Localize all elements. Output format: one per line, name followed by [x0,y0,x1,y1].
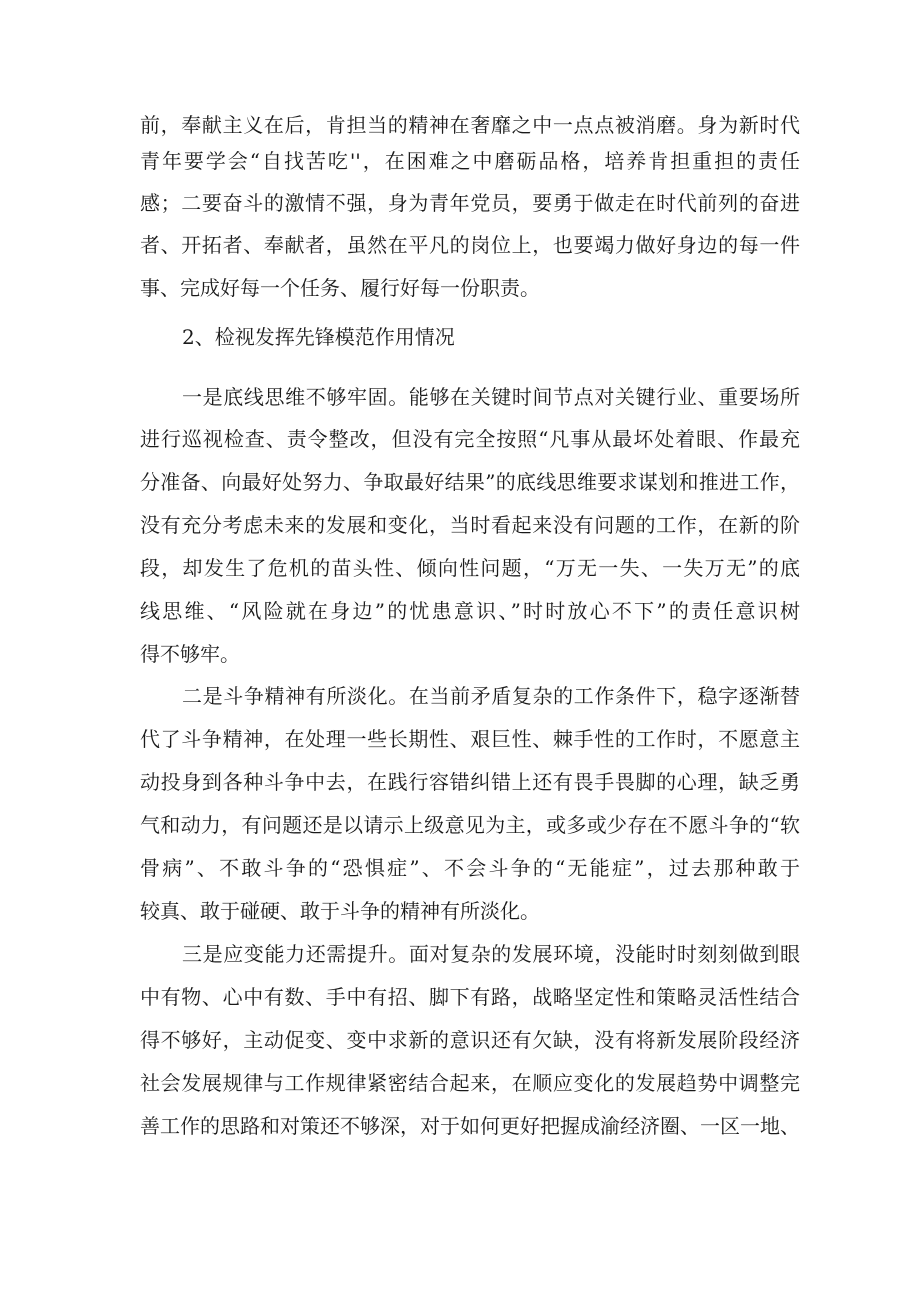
section-heading: 2、检视发挥先锋模范作用情况 [182,325,455,349]
paragraph-line: 没有充分考虑未来的发展和变化，当时看起来没有问题的工作，在新的阶 [140,513,800,537]
paragraph-line: 三是应变能力还需提升。面对复杂的发展环境，没能时时刻刻做到眼 [182,942,800,966]
paragraph-line: 善工作的思路和对策还不够深，对于如何更好把握成渝经济圈、一区一地、 [140,1114,800,1138]
paragraph-line: 二是斗争精神有所淡化。在当前矛盾复杂的工作条件下，稳字逐渐替 [182,684,800,708]
paragraph-line: 中有物、心中有数、手中有招、脚下有路，战略坚定性和策略灵活性结合 [140,985,800,1009]
paragraph-line: 青年要学会“自找苦吃''，在困难之中磨砺品格，培养肯担重担的责任 [140,149,800,173]
paragraph-line: 得不够牢。 [140,642,240,666]
paragraph-line: 感；二要奋斗的激情不强，身为青年党员，要勇于做走在时代前列的奋进 [140,191,800,215]
paragraph-line: 分准备、向最好处努力、争取最好结果”的底线思维要求谋划和推进工作， [140,470,800,494]
paragraph-line: 前，奉献主义在后，肯担当的精神在奢靡之中一点点被消磨。身为新时代 [140,113,800,137]
paragraph-line: 较真、敢于碰硬、敢于斗争的精神有所淡化。 [140,899,540,923]
paragraph-line: 者、开拓者、奉献者，虽然在平凡的岗位上，也要竭力做好身边的每一件 [140,233,800,257]
paragraph-line: 社会发展规律与工作规律紧密结合起来，在顺应变化的发展趋势中调整完 [140,1071,800,1095]
paragraph-line: 代了斗争精神，在处理一些长期性、艰巨性、棘手性的工作时，不愿意主 [140,727,800,751]
paragraph-line: 段，却发生了危机的苗头性、倾向性问题，“万无一失、一失万无”的底 [140,556,800,580]
paragraph-line: 进行巡视检查、责令整改，但没有完全按照“凡事从最坏处着眼、作最充 [140,427,800,451]
paragraph-line: 一是底线思维不够牢固。能够在关键时间节点对关键行业、重要场所 [182,385,800,409]
paragraph-line: 得不够好，主动促变、变中求新的意识还有欠缺，没有将新发展阶段经济 [140,1028,800,1052]
paragraph-line: 气和动力，有问题还是以请示上级意见为主，或多或少存在不愿斗争的“软 [140,813,800,837]
paragraph-line: 动投身到各种斗争中去，在践行容错纠错上还有畏手畏脚的心理，缺乏勇 [140,770,800,794]
paragraph-line: 事、完成好每一个任务、履行好每一份职责。 [140,276,540,300]
paragraph-line: 线思维、“风险就在身边”的忧患意识、”时时放心不下”的责任意识树 [140,599,800,623]
paragraph-line: 骨病”、不敢斗争的“恐惧症”、不会斗争的“无能症”，过去那种敢于 [140,856,800,880]
